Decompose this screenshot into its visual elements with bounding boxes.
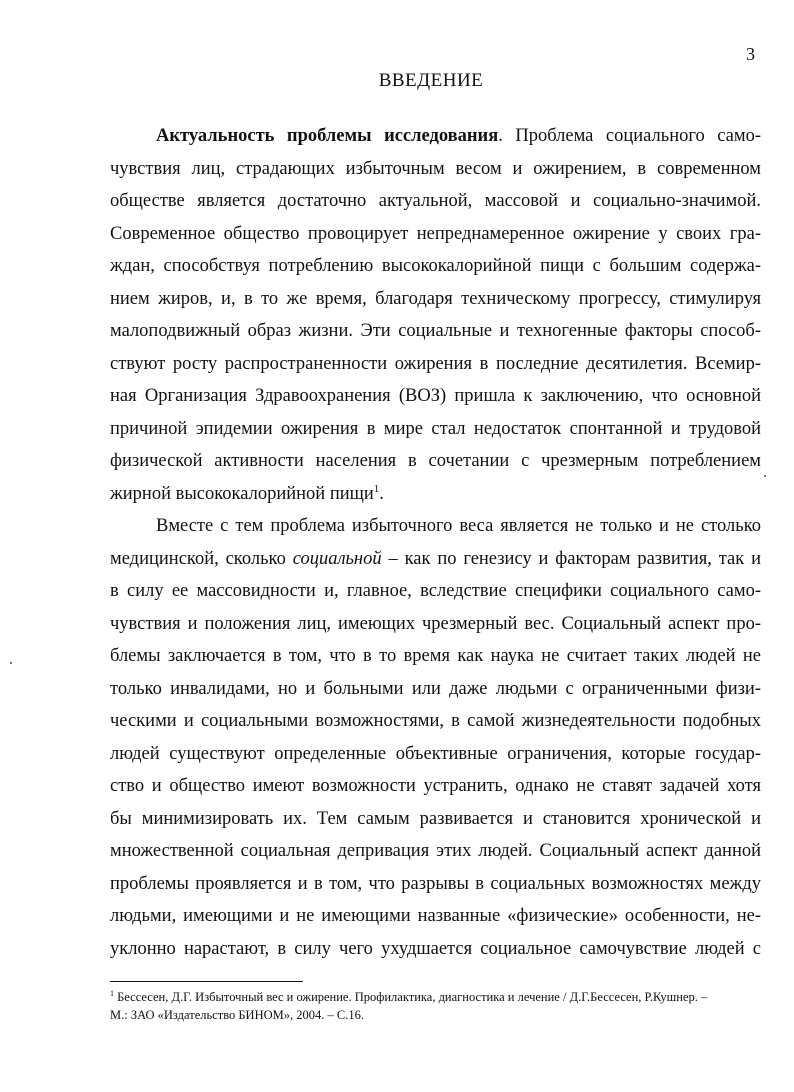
- paragraph-2-line: ческими и социальными возможностями, в самой жизнедеятельности подобных: [110, 711, 761, 731]
- paragraph-1-line-1: [110, 120, 761, 153]
- section-heading: ВВЕДЕНИЕ: [378, 70, 484, 91]
- paragraph-1-line: малоподвижный образ жизни. Эти социальные и техногенные факторы способ-: [110, 321, 761, 341]
- footnote-reference[interactable]: 1: [373, 482, 380, 495]
- paragraph-2-line: людьми, имеющими и не имеющими названные «физические» особенности, не-: [110, 906, 761, 926]
- paragraph-2-line: в силу ее массовидности и, главное, вследствие специфики социального само-: [110, 581, 761, 601]
- footnote-marker: 1: [110, 988, 114, 998]
- paragraph-2-line: только инвалидами, но и больными или даже людьми с ограниченными физи-: [110, 678, 761, 699]
- footnote-divider: [110, 981, 303, 982]
- paragraph-1-period: .: [379, 483, 384, 504]
- footnote-line-2: М.: ЗАО «Издательство БИНОМ», 2004. – С.16.: [110, 1008, 364, 1022]
- paragraph-2-line: проблемы проявляется и в том, что разрывы в социальных возможностях между: [110, 873, 761, 894]
- bold-lead-phrase: Актуальность проблемы исследования: [156, 126, 499, 146]
- paragraph-2-line-2-b: – как по генезису и факторам развития, так и: [381, 548, 761, 569]
- paragraph-1-line: ждан, способствуя потреблению высококалорийной пищи с большим содержа-: [110, 256, 761, 276]
- paragraph-1-line-1-rest: . Проблема социального само-: [498, 126, 761, 146]
- paragraph-2-line: ство и общество имеют возможности устранить, однако не ставят задачей хотя: [110, 776, 761, 796]
- paragraph-1-last-line: [110, 478, 761, 511]
- paragraph-1-line: нием жиров, и, в то же время, благодаря техническому прогрессу, стимулируя: [110, 288, 761, 309]
- paragraph-1-line: физической активности населения в сочетании с чрезмерным потреблением: [110, 451, 761, 471]
- paragraph-2-line: чувствия и положения лиц, имеющих чрезмерный вес. Социальный аспект про-: [110, 613, 761, 634]
- footnote-line-1: [110, 988, 761, 1006]
- paragraph-2-line: уклонно нарастают, в силу чего ухудшается социальное самочувствие людей с: [110, 938, 761, 959]
- paragraph-1-last-text: жирной высококалорийной пищи: [110, 483, 374, 504]
- scan-speck: [10, 662, 12, 664]
- page-number: 3: [746, 44, 755, 64]
- paragraph-1-line: ная Организация Здравоохранения (ВОЗ) пришла к заключению, что основной: [110, 386, 761, 406]
- paragraph-2-line: бы минимизировать их. Тем самым развивается и становится хронической и: [110, 808, 761, 829]
- paragraph-1-line: причиной эпидемии ожирения в мире стал недостаток спонтанной и трудовой: [110, 418, 761, 439]
- body-text: [110, 120, 761, 965]
- footnote-text-1: Бессесен, Д.Г. Избыточный вес и ожирение. Профилактика, диагностика и лечение / Д.Г.Бессесен, Р.Кушнер. –: [114, 990, 708, 1004]
- italic-emphasis: социальной: [292, 548, 382, 569]
- scan-speck: [764, 475, 766, 477]
- paragraph-1-line: ствуют росту распространенности ожирения в последние десятилетия. Всемир-: [110, 353, 761, 374]
- footnote: [110, 988, 761, 1024]
- paragraph-2-line: множественной социальная депривация этих людей. Социальный аспект данной: [110, 841, 761, 861]
- paragraph-2-line-1: Вместе с тем проблема избыточного веса является не только и не столько: [156, 516, 761, 536]
- paragraph-2-line-2-a: медицинской, сколько: [110, 548, 293, 569]
- paragraph-2-line: блемы заключается в том, что в то время как наука не считает таких людей не: [110, 646, 761, 666]
- paragraph-2-line: людей существуют определенные объективные ограничения, которые государ-: [110, 743, 761, 764]
- paragraph-1-line: обществе является достаточно актуальной, массовой и социально-значимой.: [110, 191, 761, 211]
- paragraph-1-line: чувствия лиц, страдающих избыточным весом и ожирением, в современном: [110, 158, 761, 179]
- paragraph-1-line: Современное общество провоцирует непреднамеренное ожирение у своих гра-: [110, 223, 761, 244]
- paragraph-2-line-2: [110, 543, 761, 576]
